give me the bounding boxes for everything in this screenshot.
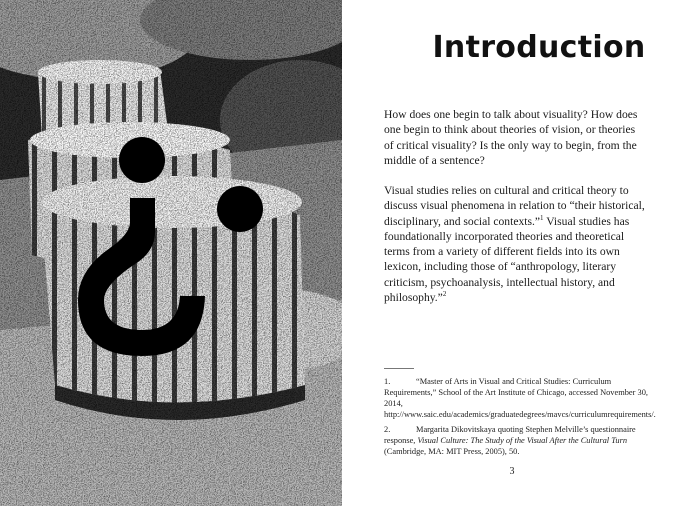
footnote-2-number: 2. bbox=[384, 425, 391, 434]
footnote-1-text: “Master of Arts in Visual and Critical Studies: Curriculum Requirements,” School of the Art Institute of Chicago, accessed November 30, 2014, http://www.saic.edu/academics/graduatedegrees/mavcs/curriculumrequirements/. bbox=[384, 377, 656, 419]
footnote-2-text-b: (Cambridge, MA: MIT Press, 2005), 50. bbox=[384, 447, 520, 456]
footnote-1 bbox=[384, 376, 656, 420]
paragraph-2 bbox=[384, 183, 646, 305]
footnote-2 bbox=[384, 424, 652, 457]
paragraph-2-part-b: Visual studies has foundationally incorporated theories and theoretical terms from a variety of different fields into its own lexicon, including those of “anthropology, literary criticism, psychoanalysis, intellectual history, and philosophy.” bbox=[384, 214, 630, 305]
footnote-divider bbox=[384, 368, 414, 369]
footnote-1-number: 1. bbox=[384, 377, 391, 386]
chapter-title: Introduction bbox=[432, 30, 646, 65]
footnote-2-book-title: Visual Culture: The Study of the Visual After the Cultural Turn bbox=[417, 436, 628, 445]
paragraph-2-part-a: Visual studies relies on cultural and critical theory to discuss visual phenomena in relation to “their historical, disciplinary, and social contexts.” bbox=[384, 184, 645, 228]
page-number: 3 bbox=[509, 466, 515, 477]
right-page-text bbox=[342, 0, 680, 506]
footnote-2-text-a: Margarita Dikovitskaya quoting Stephen Melville’s questionnaire response, bbox=[384, 425, 636, 445]
footnote-ref-2[interactable]: 2 bbox=[442, 290, 447, 299]
paragraph-1: How does one begin to talk about visuality? How does one begin to think about theories of vision, or theories of critical visuality? Is the only way to begin, from the middle of a sentence? bbox=[384, 108, 638, 167]
footnote-ref-1[interactable]: 1 bbox=[540, 213, 544, 222]
